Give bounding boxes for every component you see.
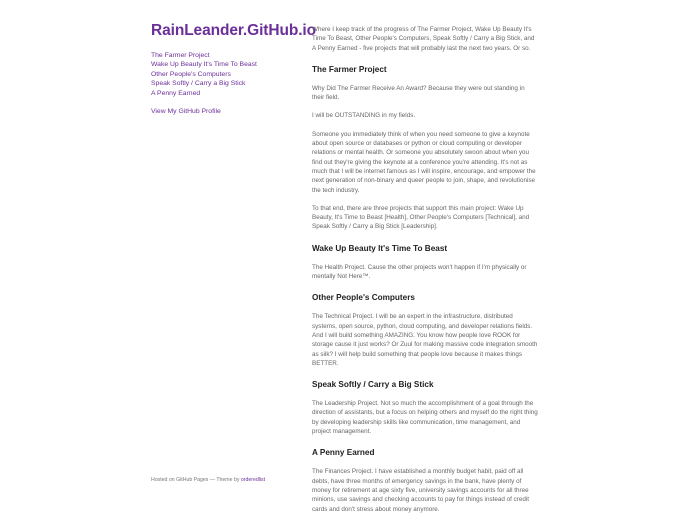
github-profile-link[interactable]: View My GitHub Profile bbox=[151, 108, 221, 116]
farmer-paragraph-4: To that end, there are three projects that support this main project: Wake Up Beauty, It's Time to Beast [Health], Other People's Computers [Technical], and Speak Softly / Carry a Big Stick [Leadership]. bbox=[312, 204, 530, 231]
sidebar bbox=[151, 22, 316, 116]
nav-link-wake-up-beauty[interactable]: Wake Up Beauty It's Time To Beast bbox=[151, 61, 257, 69]
nav-link-penny-earned[interactable]: A Penny Earned bbox=[151, 89, 201, 97]
farmer-paragraph-2: I will be OUTSTANDING in my fields. bbox=[312, 112, 416, 120]
heading-penny-earned: A Penny Earned bbox=[312, 448, 375, 458]
nav-link-farmer-project[interactable]: The Farmer Project bbox=[151, 52, 210, 59]
speak-paragraph-1: The Leadership Project. Not so much the accomplishment of a goal through the direction of assistants, but a focus on helping others and myself do the right thing by developing leadership skills like communication, time management, and project management. bbox=[312, 400, 538, 436]
heading-other-peoples-computers: Other People's Computers bbox=[312, 293, 415, 303]
heading-speak-softly: Speak Softly / Carry a Big Stick bbox=[312, 380, 434, 390]
wake-paragraph-1: The Health Project. Cause the other projects won't happen if I'm physically or mentally Not Here™. bbox=[312, 263, 527, 281]
nav-link-speak-softly[interactable]: Speak Softly / Carry a Big Stick bbox=[151, 80, 246, 88]
nav-link-other-peoples-computers[interactable]: Other People's Computers bbox=[151, 70, 231, 78]
project-nav bbox=[151, 51, 301, 98]
heading-farmer-project: The Farmer Project bbox=[312, 64, 387, 74]
site-title[interactable]: RainLeander.GitHub.io bbox=[151, 22, 316, 39]
farmer-paragraph-1: Why Did The Farmer Receive An Award? Because they were out standing in their field. bbox=[312, 84, 525, 102]
main-content bbox=[312, 25, 538, 523]
intro-paragraph: Where I keep track of the progress of The Farmer Project, Wake Up Beauty It's Time To Beast, Other People's Computers, Speak Softly / Carry a Big Stick, and A Penny Earned - five projects that will probably last the next two years. Or so. bbox=[312, 26, 535, 52]
footer-text: Hosted on GitHub Pages — Theme by bbox=[151, 477, 241, 483]
opc-paragraph-1: The Technical Project. I will be an expert in the infrastructure, distributed systems, open source, python, cloud computing, and developer relations fields. And I will build something AMAZING. You know how people love ROOK for storage cause it just works? Or Zuul for making massive code integration smooth as silk? I will help build something that people love because it makes things BETTER. bbox=[312, 313, 538, 367]
footer bbox=[151, 477, 265, 483]
farmer-paragraph-3: Someone you immediately think of when you need someone to give a keynote about open source or databases or python or cloud computing or developer relations or mental health. Or someone you absolutely swoon about when you find out they're giving the keynote at a conference you're attending. It's not as much that I will be internet famous as I will inspire, encourage, and empower the next generation of non-binary and queer people to join, shape, and revolutionise the tech industry. bbox=[312, 130, 536, 194]
theme-author-link[interactable]: orderedlist bbox=[240, 477, 266, 483]
heading-wake-up-beauty: Wake Up Beauty It's Time To Beast bbox=[312, 243, 448, 253]
penny-paragraph-1: The Finances Project. I have established a monthly budget habit, paid off all debts, have three months of emergency savings in the bank, have plenty of money for retirement at age sixty five, university savings accounts for all three minions, use savings and checking accounts to pay for things instead of credit cards and don't stress about money anymore. bbox=[312, 468, 530, 513]
